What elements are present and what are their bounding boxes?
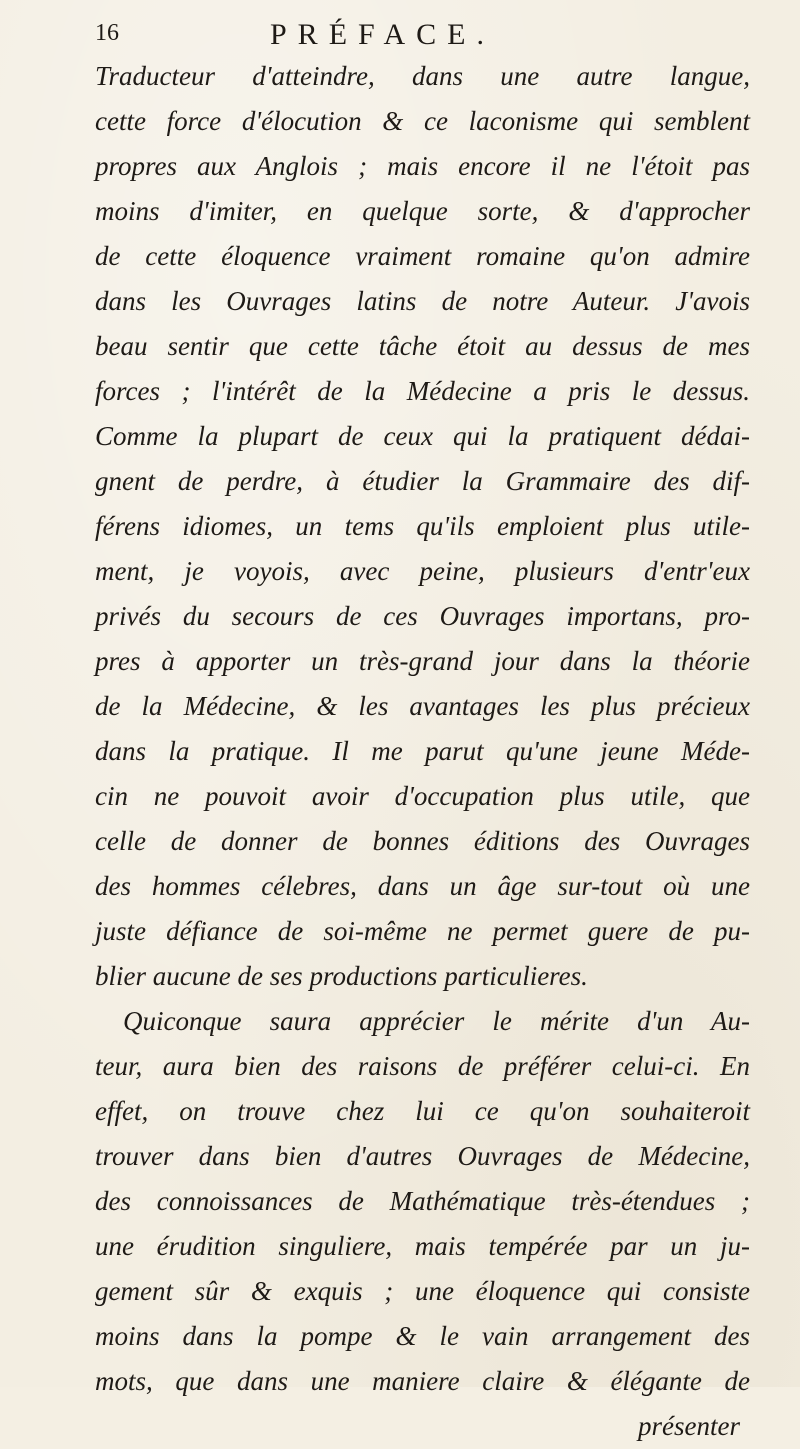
text-line: propres aux Anglois ; mais encore il ne l'étoit pas xyxy=(95,151,750,181)
text-line: ment, je voyois, avec peine, plusieurs d'entr'eux xyxy=(95,556,750,586)
text-line: mots, que dans une maniere claire & élégante de xyxy=(95,1366,750,1396)
text-line: Comme la plupart de ceux qui la pratiquent dédai- xyxy=(95,421,750,451)
text-line: gement sûr & exquis ; une éloquence qui consiste xyxy=(95,1276,750,1306)
text-line: forces ; l'intérêt de la Médecine a pris le dessus. xyxy=(95,376,750,406)
text-line: teur, aura bien des raisons de préférer celui-ci. En xyxy=(95,1051,750,1081)
text-line: privés du secours de ces Ouvrages importans, pro- xyxy=(95,601,750,631)
text-line: celle de donner de bonnes éditions des Ouvrages xyxy=(95,826,750,856)
text-line: moins d'imiter, en quelque sorte, & d'approcher xyxy=(95,196,750,226)
text-line: une érudition singuliere, mais tempérée par un ju- xyxy=(95,1231,750,1261)
text-line: moins dans la pompe & le vain arrangement des xyxy=(95,1321,750,1351)
catchword: présenter xyxy=(638,1411,740,1441)
text-line: blier aucune de ses productions particulieres. xyxy=(95,961,588,991)
text-line: dans les Ouvrages latins de notre Auteur. J'avois xyxy=(95,286,750,316)
text-line: férens idiomes, un tems qu'ils emploient plus utile- xyxy=(95,511,750,541)
text-line: trouver dans bien d'autres Ouvrages de Médecine, xyxy=(95,1141,750,1171)
paragraph-start-line: Quiconque saura apprécier le mérite d'un Au- xyxy=(123,1006,750,1036)
text-line: cette force d'élocution & ce laconisme qui semblent xyxy=(95,106,750,136)
text-line: des hommes célebres, dans un âge sur-tout où une xyxy=(95,871,750,901)
text-line: de la Médecine, & les avantages les plus précieux xyxy=(95,691,750,721)
text-line: pres à apporter un très-grand jour dans la théorie xyxy=(95,646,750,676)
page-number: 16 xyxy=(95,20,119,46)
page-header xyxy=(95,12,705,58)
text-line: dans la pratique. Il me parut qu'une jeune Méde- xyxy=(95,736,750,766)
text-line: gnent de perdre, à étudier la Grammaire des dif- xyxy=(95,466,750,496)
running-title: PRÉFACE. xyxy=(270,18,495,51)
text-line: de cette éloquence vraiment romaine qu'on admire xyxy=(95,241,750,271)
body-text xyxy=(95,54,750,1449)
text-line: des connoissances de Mathématique très-étendues ; xyxy=(95,1186,750,1216)
text-line: juste défiance de soi-même ne permet guere de pu- xyxy=(95,916,750,946)
text-line: Traducteur d'atteindre, dans une autre langue, xyxy=(95,61,750,91)
text-line: beau sentir que cette tâche étoit au dessus de mes xyxy=(95,331,750,361)
text-line: effet, on trouve chez lui ce qu'on souhaiteroit xyxy=(95,1096,750,1126)
text-line: cin ne pouvoit avoir d'occupation plus utile, que xyxy=(95,781,750,811)
